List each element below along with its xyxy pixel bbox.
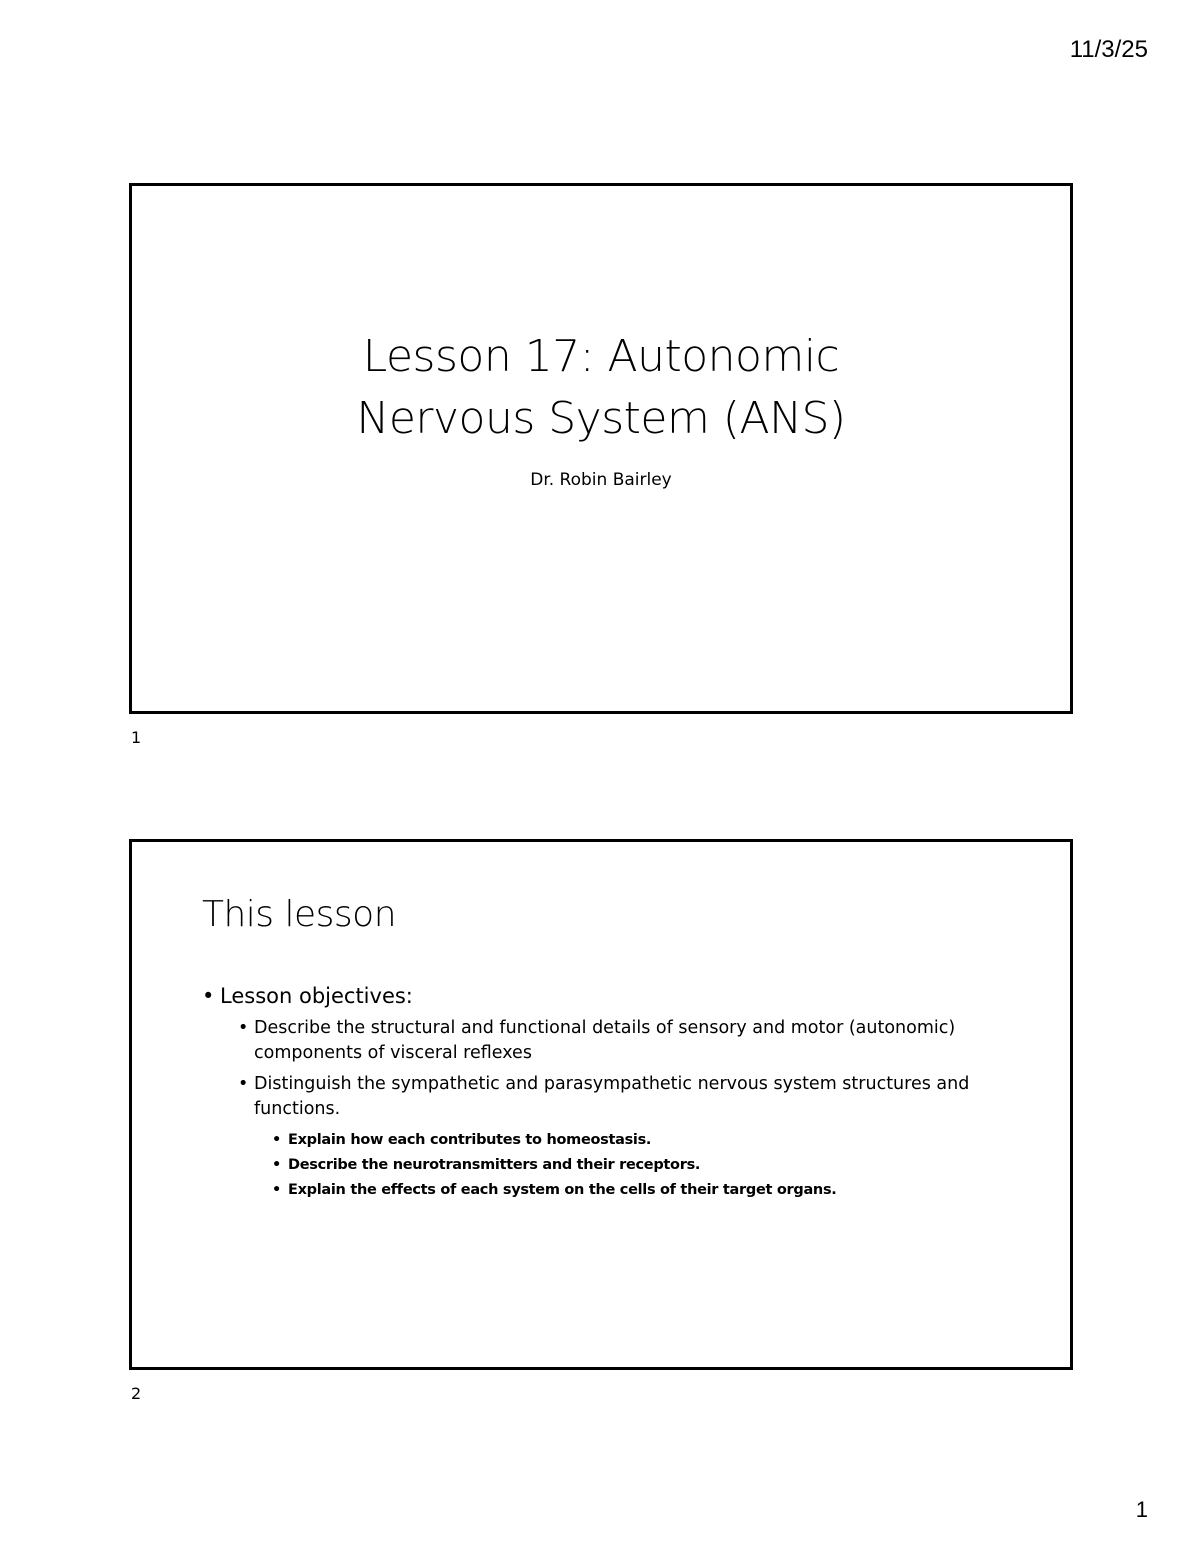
bullet-glyph: • bbox=[272, 1132, 281, 1148]
slide-1-title-line-2: Nervous System (ANS) bbox=[356, 393, 846, 444]
bullet-sub-1 bbox=[272, 1128, 1010, 1153]
bullet-glyph: • bbox=[238, 1018, 249, 1038]
slide-2 bbox=[129, 839, 1073, 1370]
slide-1-number: 1 bbox=[131, 728, 142, 747]
slide-2-title: This lesson bbox=[202, 894, 397, 935]
bullet-text: Explain how each contributes to homeostasis. bbox=[288, 1132, 652, 1148]
slide-1-title-line-1: Lesson 17: Autonomic bbox=[362, 331, 840, 382]
bullet-text: Explain the effects of each system on the cells of their target organs. bbox=[288, 1182, 837, 1198]
bullet-glyph: • bbox=[272, 1182, 281, 1198]
slide-1-title bbox=[132, 326, 1070, 450]
bullet-text: Distinguish the sympathetic and parasympathetic nervous system structures and functions. bbox=[254, 1074, 970, 1119]
bullet-objective-1 bbox=[238, 1016, 1010, 1066]
header-date: 11/3/25 bbox=[1069, 36, 1148, 63]
bullet-sub-2 bbox=[272, 1153, 1010, 1178]
bullet-text: Describe the structural and functional details of sensory and motor (autonomic) components of visceral reflexes bbox=[254, 1018, 956, 1063]
bullet-text: Describe the neurotransmitters and their receptors. bbox=[288, 1157, 701, 1173]
bullet-lesson-objectives bbox=[202, 982, 1010, 1010]
bullet-text: Lesson objectives: bbox=[220, 984, 413, 1008]
slide-2-bullet-list bbox=[202, 982, 1010, 1203]
bullet-glyph: • bbox=[272, 1157, 281, 1173]
slide-1-subtitle: Dr. Robin Bairley bbox=[530, 470, 672, 490]
bullet-sub-3 bbox=[272, 1178, 1010, 1203]
bullet-objective-2 bbox=[238, 1072, 1010, 1122]
bullet-glyph: • bbox=[202, 984, 215, 1008]
slide-1 bbox=[129, 183, 1073, 714]
page-number: 1 bbox=[1135, 1497, 1148, 1522]
bullet-glyph: • bbox=[238, 1074, 249, 1094]
slide-2-number: 2 bbox=[131, 1384, 142, 1403]
